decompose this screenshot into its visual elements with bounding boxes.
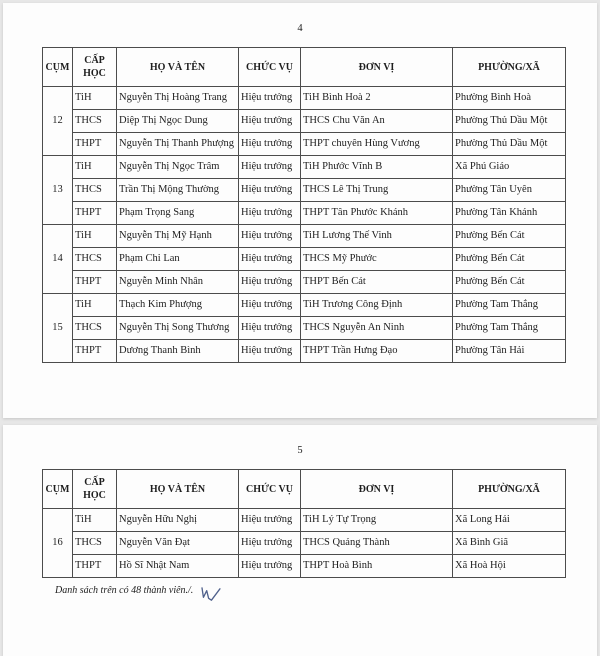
cluster-number-cell: 15	[43, 294, 73, 363]
table-row	[43, 532, 566, 555]
table-row	[43, 110, 566, 133]
cluster-number-cell: 13	[43, 156, 73, 225]
unit-cell: THPT Tân Phước Khánh	[301, 202, 453, 225]
level-cell: THCS	[73, 532, 117, 555]
name-cell: Hồ Sĩ Nhật Nam	[117, 555, 239, 578]
page-5	[3, 425, 597, 656]
column-header-cluster: CỤM	[43, 48, 73, 87]
unit-cell: THCS Chu Văn An	[301, 110, 453, 133]
ward-cell: Phường Bến Cát	[453, 271, 566, 294]
column-header-position: CHỨC VỤ	[239, 48, 301, 87]
cluster-number-cell: 14	[43, 225, 73, 294]
header-row	[43, 470, 566, 509]
column-header-unit: ĐƠN VỊ	[301, 470, 453, 509]
table-row	[43, 225, 566, 248]
level-cell: TiH	[73, 294, 117, 317]
position-cell: Hiệu trưởng	[239, 532, 301, 555]
principal-roster-table-page-4	[3, 47, 597, 363]
table-row	[43, 340, 566, 363]
column-header-name: HỌ VÀ TÊN	[117, 48, 239, 87]
ward-cell: Xã Long Hải	[453, 509, 566, 532]
level-cell: THPT	[73, 133, 117, 156]
unit-cell: THPT Trần Hưng Đạo	[301, 340, 453, 363]
position-cell: Hiệu trưởng	[239, 340, 301, 363]
cluster-number-cell: 12	[43, 87, 73, 156]
principal-roster-table-page-5	[3, 469, 597, 578]
ward-cell: Phường Tân Uyên	[453, 179, 566, 202]
ward-cell: Phường Tân Hải	[453, 340, 566, 363]
ward-cell: Phường Bến Cát	[453, 225, 566, 248]
ward-cell: Phường Tân Khánh	[453, 202, 566, 225]
page-number: 5	[297, 445, 303, 456]
name-cell: Nguyễn Thị Mỹ Hạnh	[117, 225, 239, 248]
level-cell: THPT	[73, 202, 117, 225]
unit-cell: THCS Lê Thị Trung	[301, 179, 453, 202]
cluster-number-cell: 16	[43, 509, 73, 578]
unit-cell: THCS Mỹ Phước	[301, 248, 453, 271]
ward-cell: Xã Phú Giáo	[453, 156, 566, 179]
position-cell: Hiệu trưởng	[239, 179, 301, 202]
ward-cell: Xã Hoà Hội	[453, 555, 566, 578]
position-cell: Hiệu trưởng	[239, 87, 301, 110]
position-cell: Hiệu trưởng	[239, 294, 301, 317]
name-cell: Nguyễn Thị Thanh Phượng	[117, 133, 239, 156]
position-cell: Hiệu trưởng	[239, 110, 301, 133]
table-row	[43, 87, 566, 110]
name-cell: Trần Thị Mộng Thường	[117, 179, 239, 202]
column-header-name: HỌ VÀ TÊN	[117, 470, 239, 509]
column-header-unit: ĐƠN VỊ	[301, 48, 453, 87]
page-number: 4	[297, 23, 303, 34]
position-cell: Hiệu trưởng	[239, 156, 301, 179]
ward-cell: Xã Bình Giã	[453, 532, 566, 555]
level-cell: THPT	[73, 340, 117, 363]
name-cell: Nguyễn Văn Đạt	[117, 532, 239, 555]
level-cell: TiH	[73, 225, 117, 248]
ward-cell: Phường Thủ Dầu Một	[453, 133, 566, 156]
level-cell: THCS	[73, 248, 117, 271]
name-cell: Nguyễn Thị Song Thương	[117, 317, 239, 340]
level-cell: THCS	[73, 110, 117, 133]
table-row	[43, 202, 566, 225]
level-cell: TiH	[73, 509, 117, 532]
position-cell: Hiệu trưởng	[239, 202, 301, 225]
table-row	[43, 133, 566, 156]
position-cell: Hiệu trưởng	[239, 317, 301, 340]
roster-table	[42, 47, 566, 363]
column-header-ward: PHƯỜNG/XÃ	[453, 48, 566, 87]
name-cell: Nguyễn Thị Hoàng Trang	[117, 87, 239, 110]
name-cell: Thạch Kim Phượng	[117, 294, 239, 317]
name-cell: Nguyễn Thị Ngọc Trâm	[117, 156, 239, 179]
unit-cell: TiH Lương Thế Vinh	[301, 225, 453, 248]
roster-table	[42, 469, 566, 578]
column-header-cluster: CỤM	[43, 470, 73, 509]
level-cell: TiH	[73, 87, 117, 110]
name-cell: Phạm Chi Lan	[117, 248, 239, 271]
position-cell: Hiệu trưởng	[239, 271, 301, 294]
unit-cell: THCS Quảng Thành	[301, 532, 453, 555]
ward-cell: Phường Bến Cát	[453, 248, 566, 271]
column-header-position: CHỨC VỤ	[239, 470, 301, 509]
ward-cell: Phường Bình Hoà	[453, 87, 566, 110]
member-count-text: Danh sách trên có 48 thành viên./.	[55, 585, 194, 596]
position-cell: Hiệu trưởng	[239, 225, 301, 248]
table-row	[43, 555, 566, 578]
unit-cell: THCS Nguyễn An Ninh	[301, 317, 453, 340]
column-header-level: CẤP HỌC	[73, 470, 117, 509]
handwritten-check-mark-icon	[198, 586, 223, 603]
page-4	[3, 3, 597, 418]
unit-cell: THPT Hoà Bình	[301, 555, 453, 578]
position-cell: Hiệu trưởng	[239, 509, 301, 532]
name-cell: Phạm Trọng Sang	[117, 202, 239, 225]
handwritten-check-stroke	[202, 588, 220, 600]
unit-cell: THPT chuyên Hùng Vương	[301, 133, 453, 156]
name-cell: Nguyễn Hữu Nghị	[117, 509, 239, 532]
position-cell: Hiệu trưởng	[239, 555, 301, 578]
level-cell: THPT	[73, 271, 117, 294]
level-cell: THPT	[73, 555, 117, 578]
table-row	[43, 294, 566, 317]
table-row	[43, 271, 566, 294]
unit-cell: THPT Bến Cát	[301, 271, 453, 294]
member-count-note	[55, 585, 597, 603]
table-row	[43, 179, 566, 202]
table-row	[43, 248, 566, 271]
ward-cell: Phường Tam Thắng	[453, 294, 566, 317]
unit-cell: TiH Bình Hoà 2	[301, 87, 453, 110]
position-cell: Hiệu trưởng	[239, 133, 301, 156]
table-row	[43, 317, 566, 340]
table-row	[43, 156, 566, 179]
ward-cell: Phường Tam Thắng	[453, 317, 566, 340]
level-cell: THCS	[73, 317, 117, 340]
column-header-ward: PHƯỜNG/XÃ	[453, 470, 566, 509]
table-row	[43, 509, 566, 532]
level-cell: TiH	[73, 156, 117, 179]
unit-cell: TiH Lý Tự Trọng	[301, 509, 453, 532]
unit-cell: TiH Phước Vĩnh B	[301, 156, 453, 179]
unit-cell: TiH Trương Công Định	[301, 294, 453, 317]
name-cell: Dương Thanh Bình	[117, 340, 239, 363]
header-row	[43, 48, 566, 87]
ward-cell: Phường Thủ Dầu Một	[453, 110, 566, 133]
column-header-level: CẤP HỌC	[73, 48, 117, 87]
position-cell: Hiệu trưởng	[239, 248, 301, 271]
name-cell: Diệp Thị Ngọc Dung	[117, 110, 239, 133]
name-cell: Nguyễn Minh Nhân	[117, 271, 239, 294]
level-cell: THCS	[73, 179, 117, 202]
